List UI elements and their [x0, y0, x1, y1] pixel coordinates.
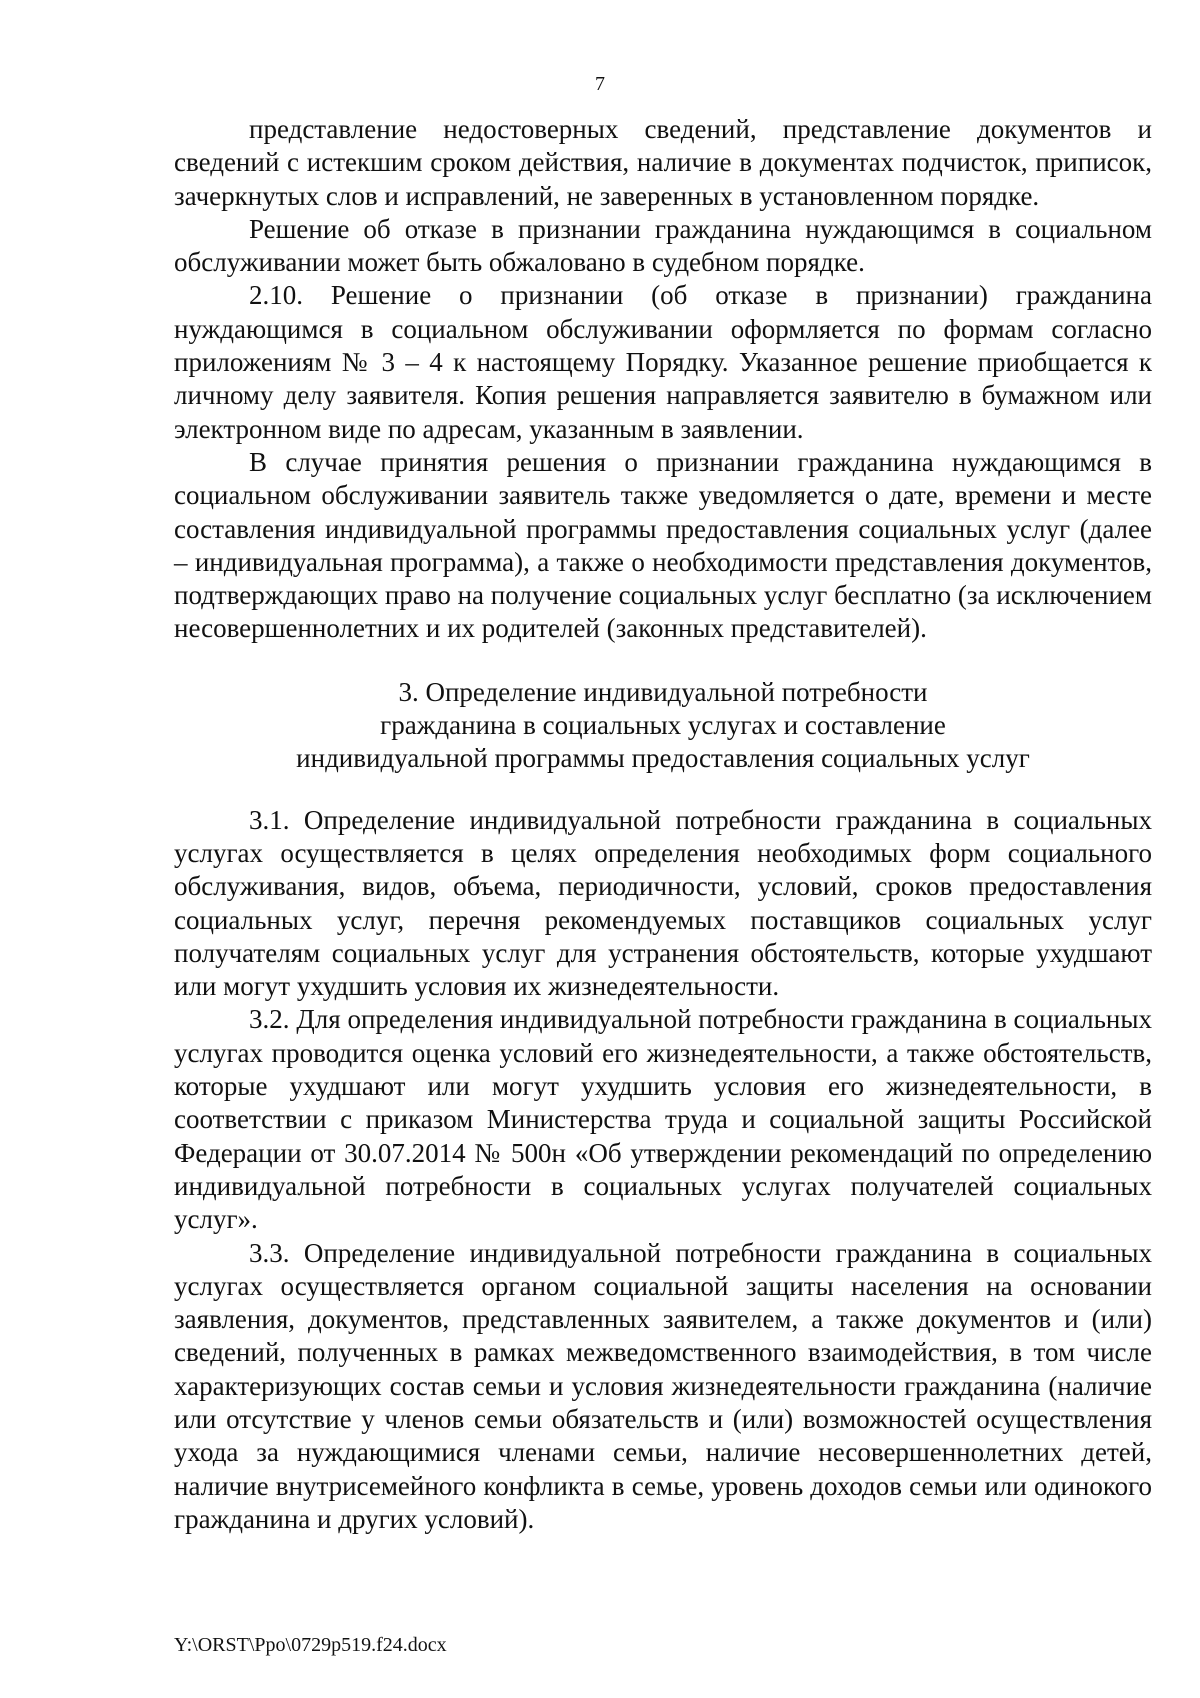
- section-3-heading: [174, 676, 1152, 776]
- paragraph-3-1: 3.1. Определение индивидуальной потребности гражданина в социальных услугах осуществляется в целях определения необходимых форм социального обслуживания, видов, объема, периодичности, условий, сроков предоставления социальных услуг, перечня рекомендуемых поставщиков социальных услуг получателям социальных услуг для устранения обстоятельств, которые ухудшают или могут ухудшить условия их жизнедеятельности.: [174, 804, 1152, 1002]
- paragraph-refusal-appeal: Решение об отказе в признании гражданина нуждающимся в социальном обслуживании может быть обжаловано в судебном порядке.: [174, 213, 1152, 278]
- paragraph-2-10: 2.10. Решение о признании (об отказе в признании) гражданина нуждающимся в социальном обслуживании оформляется по формам согласно приложениям № 3 – 4 к настоящему Порядку. Указанное решение приобщается к личному делу заявителя. Копия решения направляется заявителю в бумажном или электронном виде по адресам, указанным в заявлении.: [174, 280, 1152, 444]
- page-number: 7: [595, 73, 605, 95]
- section-heading-line-1: 3. Определение индивидуальной потребности: [398, 676, 928, 707]
- paragraph-invalid-documents: представление недостоверных сведений, представление документов и сведений с истекшим сроком действия, наличие в документах подчисток, приписок, зачеркнутых слов и исправлений, не заверенных в установленном порядке.: [174, 114, 1152, 211]
- document-body: [174, 113, 1152, 1536]
- paragraph-3-3: 3.3. Определение индивидуальной потребности гражданина в социальных услугах осуществляется органом социальной защиты населения на основании заявления, документов, представленных заявителем, а также документов и (или) сведений, полученных в рамках межведомственного взаимодействия, в том числе характеризующих состав семьи и условия жизнедеятельности гражданина (наличие или отсутствие у членов семьи обязательств и (или) возможностей осуществления ухода за нуждающимися членами семьи, наличие несовершеннолетних детей, наличие внутрисемейного конфликта в семье, уровень доходов семьи или одинокого гражданина и других условий).: [174, 1237, 1152, 1534]
- section-heading-line-3: индивидуальной программы предоставления социальных услуг: [296, 743, 1030, 774]
- section-heading-line-2: гражданина в социальных услугах и составление: [380, 710, 946, 741]
- paragraph-3-2: 3.2. Для определения индивидуальной потребности гражданина в социальных услугах проводится оценка условий его жизнедеятельности, а также обстоятельств, которые ухудшают или могут ухудшить условия его жизнедеятельности, в соответствии с приказом Министерства труда и социальной защиты Российской Федерации от 30.07.2014 № 500н «Об утверждении рекомендаций по определению индивидуальной потребности в социальных услугах получателей социальных услуг».: [174, 1004, 1152, 1235]
- paragraph-notification: В случае принятия решения о признании гражданина нуждающимся в социальном обслуживании заявитель также уведомляется о дате, времени и месте составления индивидуальной программы предоставления социальных услуг (далее – индивидуальная программа), а также о необходимости представления документов, подтверждающих право на получение социальных услуг бесплатно (за исключением несовершеннолетних и их родителей (законных представителей).: [174, 446, 1152, 644]
- footer-file-path: Y:\ORST\Ppo\0729p519.f24.docx: [174, 1634, 447, 1656]
